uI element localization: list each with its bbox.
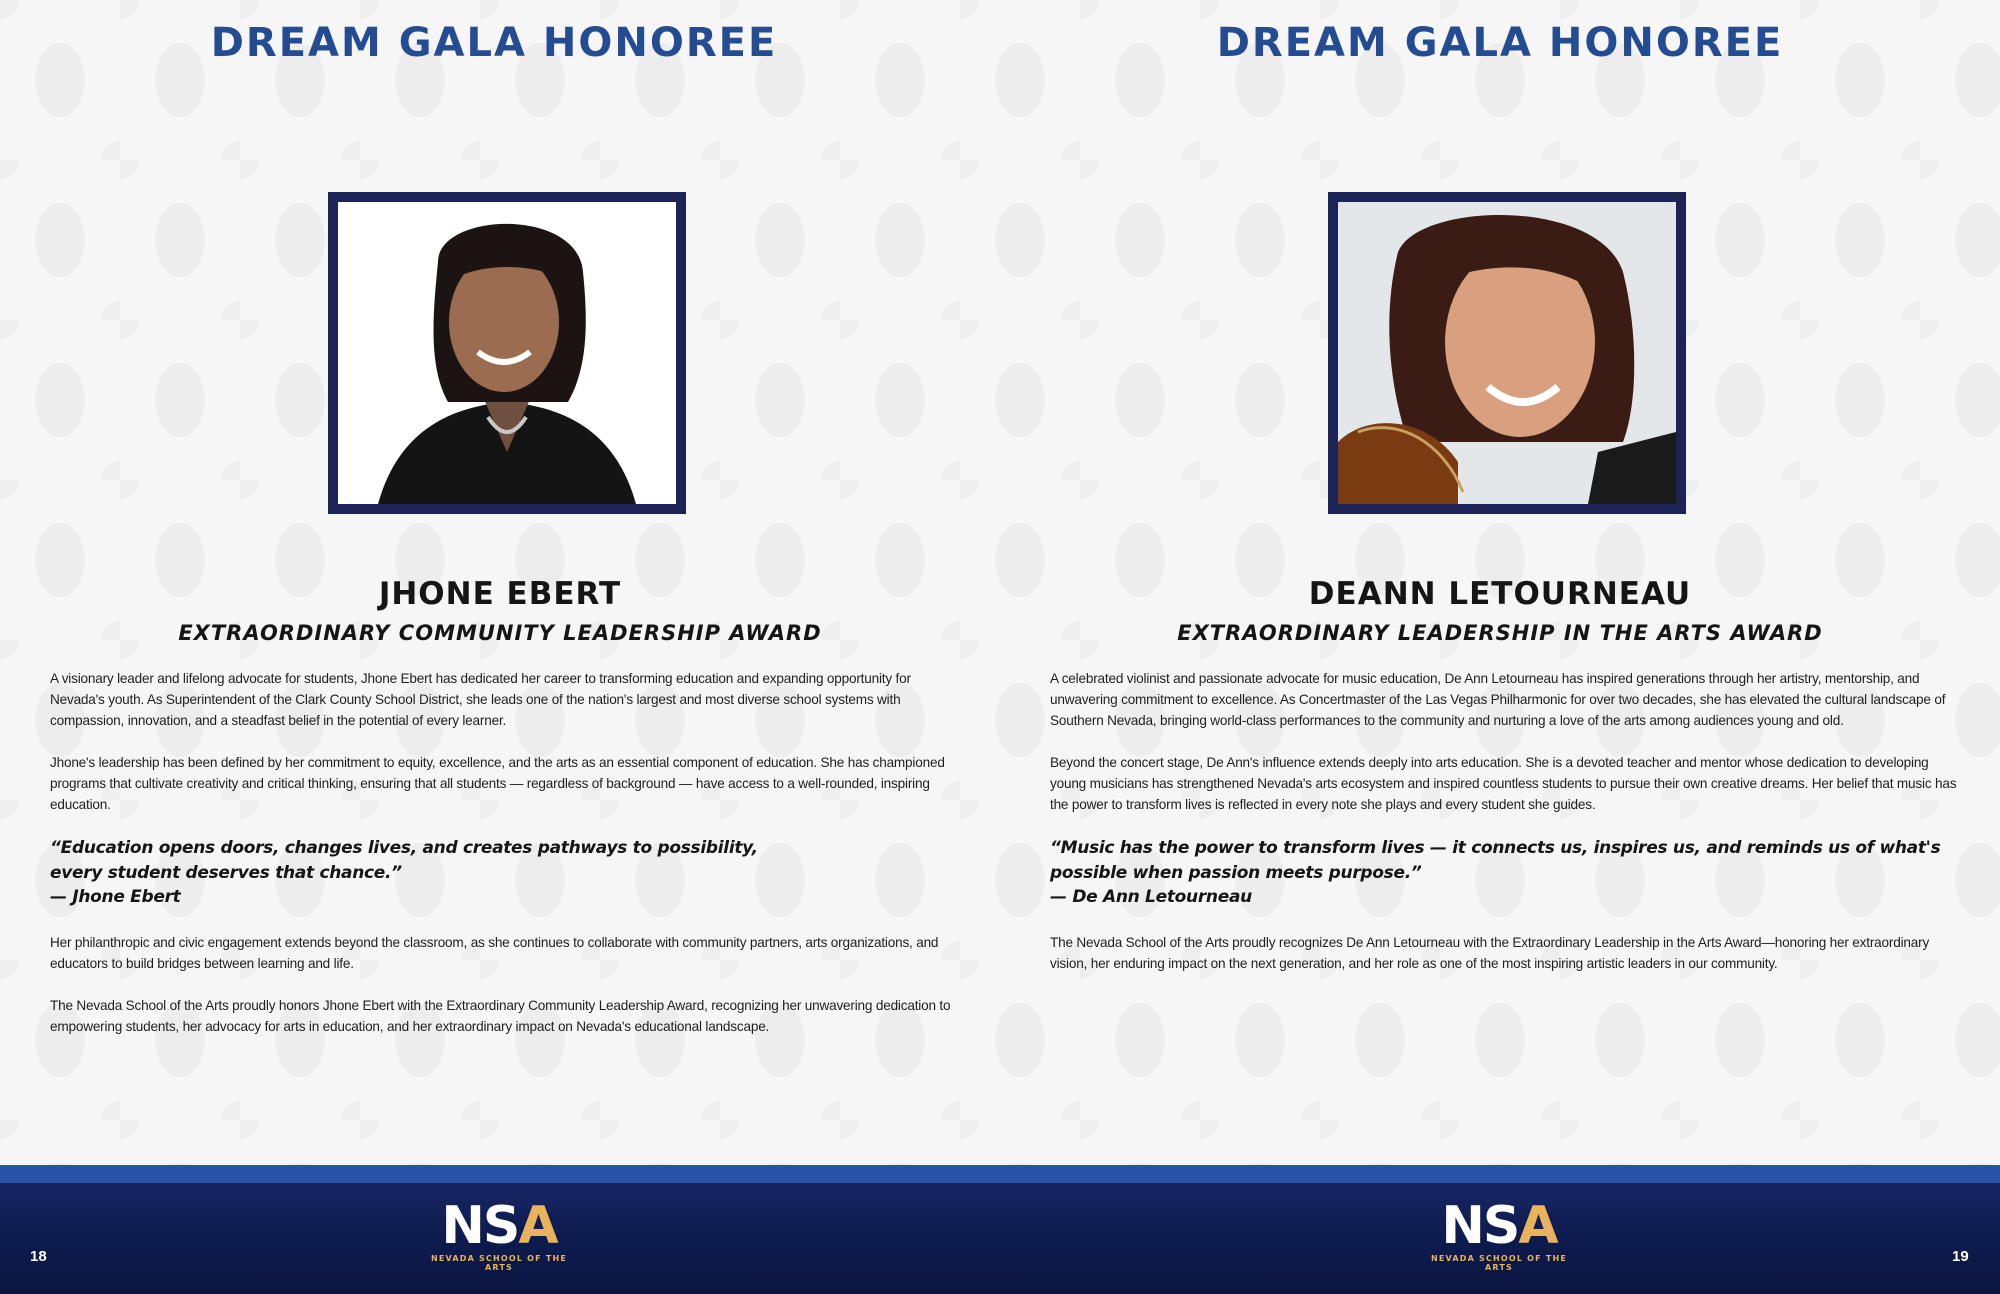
award-title: EXTRAORDINARY COMMUNITY LEADERSHIP AWARD xyxy=(178,621,822,645)
logo-letters: NS xyxy=(1441,1196,1519,1256)
quote-line: “Education opens doors, changes lives, and creates pathways to possibility, xyxy=(50,838,758,858)
logo-mark xyxy=(1424,1196,1574,1256)
portrait-illustration xyxy=(338,202,676,504)
page-number-right: 19 xyxy=(1952,1248,1969,1265)
award-title: EXTRAORDINARY LEADERSHIP IN THE ARTS AWARD xyxy=(1177,621,1823,645)
nsa-logo xyxy=(424,1196,574,1272)
footer-band xyxy=(0,1165,2000,1294)
quote-attribution: — Jhone Ebert xyxy=(50,887,181,907)
right-page xyxy=(1000,0,2000,1165)
logo-letter-a: A xyxy=(518,1196,557,1256)
bio-paragraph: The Nevada School of the Arts proudly honors Jhone Ebert with the Extraordinary Community Leadership Award, recognizing her unwavering dedication to empowering students, her advocacy for arts in education, and her extraordinary impact on Nevada's educational landscape. xyxy=(50,997,951,1034)
honoree-name: JHONE EBERT xyxy=(378,576,622,612)
logo-letters: NS xyxy=(441,1196,519,1256)
bio-paragraph: Her philanthropic and civic engagement extends beyond the classroom, as she continues to collaborate with community partners, arts organizations, and educators to build bridges between learning and life. xyxy=(50,934,939,971)
gala-honoree-heading: DREAM GALA HONOREE xyxy=(210,20,778,66)
footer-stripe xyxy=(0,1165,2000,1183)
quote-line: possible when passion meets purpose.” xyxy=(1050,862,1422,883)
bio-paragraph: A celebrated violinist and passionate advocate for music education, De Ann Letourneau has inspired generations through her artistry, mentorship, and unwavering commitment to excellence. As Concertmaster of the Las Vegas Philharmonic for over two decades, she has elevated the cultural landscape of Southern Nevada, bringing world-class performances to the community and nurturing a love of the arts among audiences young and old. xyxy=(1050,671,1946,728)
bio-paragraph: The Nevada School of the Arts proudly recognizes De Ann Letourneau with the Extraordinary Leadership in the Arts Award—honoring her extraordinary vision, her enduring impact on the next generation, and her role as one of the most inspiring artistic leaders in our community. xyxy=(1050,934,1930,971)
bio-paragraph: Jhone's leadership has been defined by her commitment to equity, excellence, and the arts as an essential component of education. She has championed programs that cultivate creativity and critical thinking, ensuring that all students — regardless of background — have access to a well-rounded, inspiring education. xyxy=(50,755,945,812)
logo-tagline: NEVADA SCHOOL OF THE ARTS xyxy=(430,1254,568,1272)
honoree-quote xyxy=(1050,836,1960,910)
logo-letter-a: A xyxy=(1518,1196,1557,1256)
logo-mark xyxy=(424,1196,574,1256)
honoree-photo-frame xyxy=(328,192,686,514)
left-page xyxy=(0,0,1000,1165)
honoree-quote xyxy=(50,836,960,910)
logo-tagline: NEVADA SCHOOL OF THE ARTS xyxy=(1430,1254,1568,1272)
quote-attribution: — De Ann Letourneau xyxy=(1050,887,1252,907)
quote-line: “Music has the power to transform lives — it connects us, inspires us, and reminds us of what's xyxy=(1050,838,1941,858)
honoree-photo xyxy=(338,202,676,504)
honoree-name: DEANN LETOURNEAU xyxy=(1308,576,1692,612)
honoree-photo-frame xyxy=(1328,192,1686,514)
bio-paragraph: Beyond the concert stage, De Ann's influence extends deeply into arts education. She is a devoted teacher and mentor whose dedication to developing young musicians has strengthened Nevada's arts ecosystem and inspired countless students to pursue their own creative dreams. Her belief that music has the power to transform lives is reflected in every note she plays and every student she guides. xyxy=(1050,755,1957,812)
page-number-left: 18 xyxy=(30,1248,47,1265)
quote-line: every student deserves that chance.” xyxy=(50,862,402,883)
nsa-logo xyxy=(1424,1196,1574,1272)
honoree-photo xyxy=(1338,202,1676,504)
portrait-illustration xyxy=(1338,202,1676,504)
gala-honoree-heading: DREAM GALA HONOREE xyxy=(1216,20,1784,66)
honoree-bio xyxy=(50,668,960,1058)
honoree-bio xyxy=(1050,668,1960,995)
bio-paragraph: A visionary leader and lifelong advocate for students, Jhone Ebert has dedicated her career to transforming education and expanding opportunity for Nevada's youth. As Superintendent of the Clark County School District, she leads one of the nation's largest and most diverse school systems with compassion, innovation, and a steadfast belief in the potential of every learner. xyxy=(50,671,911,728)
